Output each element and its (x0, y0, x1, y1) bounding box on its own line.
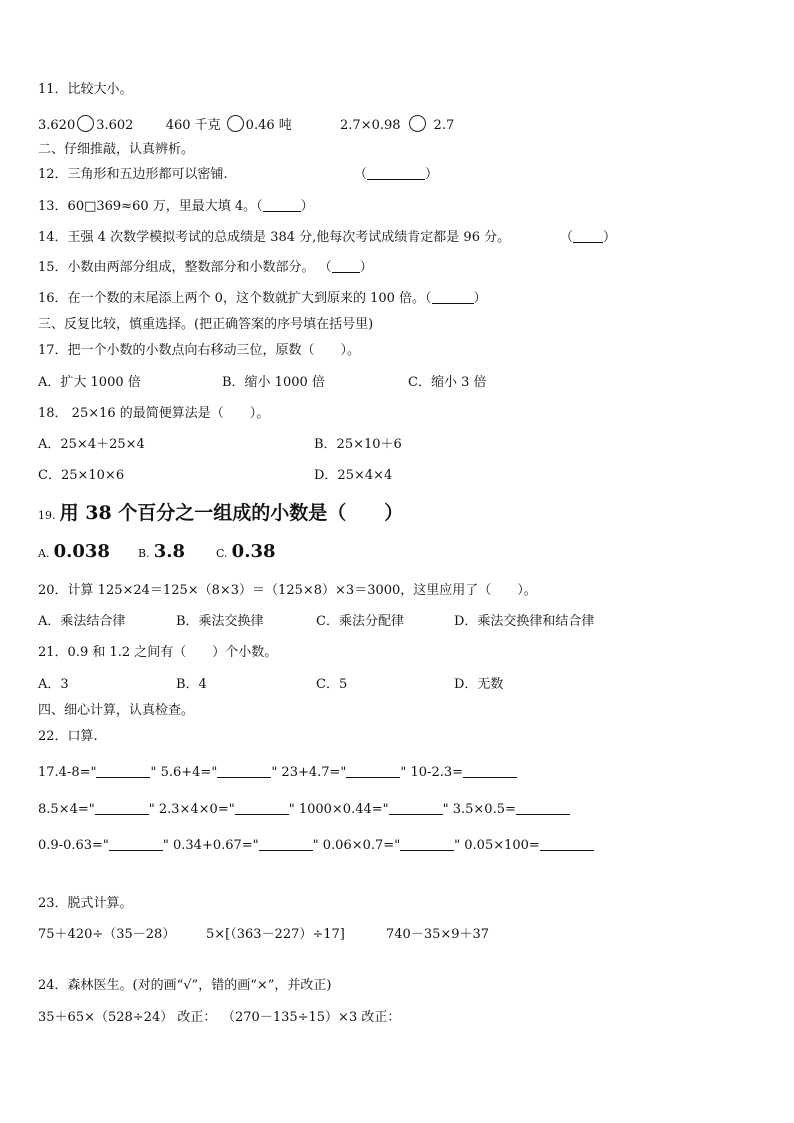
section-3-heading: 三、反复比较，慎重选择。(把正确答案的序号填在括号里) (38, 317, 374, 332)
q21-text: 21．0.9 和 1.2 之间有（ ）个小数。 (38, 645, 278, 660)
answer-blank[interactable] (432, 303, 474, 304)
q11-b-right: 0.46 吨 (245, 118, 292, 133)
q14-answer[interactable] (560, 230, 616, 246)
q22-title: 22．口算. (38, 729, 98, 744)
paren-right: ） (425, 167, 439, 182)
option-value: 0.38 (231, 541, 276, 562)
oral-item: " 1000×0.44=" (288, 802, 389, 817)
paren-left: （ (354, 167, 368, 182)
q18-option-b[interactable]: B．25×10＋6 (314, 437, 402, 452)
answer-blank[interactable] (96, 777, 150, 778)
oral-item: 8.5×4=" (38, 802, 95, 817)
q18-option-a[interactable]: A．25×4＋25×4 (38, 437, 145, 452)
q11-title: 11．比较大小。 (38, 82, 133, 97)
q23-item-3: 740－35×9＋37 (386, 927, 490, 942)
q17-option-c[interactable]: C．缩小 3 倍 (408, 375, 487, 390)
answer-blank[interactable] (400, 850, 454, 851)
q19-option-b[interactable] (138, 541, 186, 562)
oral-item: " 3.5×0.5= (442, 802, 516, 817)
oral-item: " 2.3×4×0=" (148, 802, 235, 817)
q11-a-left: 3.620 (38, 118, 76, 133)
q22-row-1 (38, 765, 517, 781)
q11-c-right: 2.7 (433, 118, 455, 133)
q21-option-b[interactable]: B．4 (176, 677, 207, 692)
q17-option-a[interactable]: A．扩大 1000 倍 (38, 375, 141, 390)
answer-blank[interactable] (259, 850, 313, 851)
answer-blank[interactable] (217, 777, 271, 778)
option-label: A. (38, 547, 50, 560)
q18-option-d[interactable]: D．25×4×4 (314, 468, 393, 483)
oral-item: 0.9-0.63=" (38, 838, 109, 853)
option-value: 0.038 (53, 541, 110, 562)
option-label: B. (138, 547, 150, 560)
q19-line (38, 501, 403, 525)
oral-item: " 0.05×100= (454, 838, 540, 853)
q15-line (38, 260, 373, 276)
q12-answer[interactable] (354, 167, 438, 183)
answer-blank[interactable] (346, 777, 400, 778)
q20-text: 20．计算 125×24＝125×（8×3）＝（125×8）×3＝3000，这里应用了（ ）。 (38, 583, 537, 598)
q16-line (38, 291, 487, 307)
answer-blank[interactable] (540, 850, 594, 851)
q24-item-1: 35＋65×（528÷24） 改正： (38, 1010, 217, 1025)
answer-blank[interactable] (463, 777, 517, 778)
q19-text: 用 38 个百分之一组成的小数是（ ） (59, 502, 404, 524)
compare-circle-1[interactable] (77, 115, 94, 132)
q23-item-2: 5×[（363－227）÷17] (206, 927, 345, 942)
oral-item: " 10-2.3= (400, 765, 464, 780)
q23-title: 23．脱式计算。 (38, 896, 133, 911)
q22-row-3 (38, 838, 594, 854)
paren-left: （ (560, 230, 574, 245)
q21-option-d[interactable]: D．无数 (454, 677, 504, 692)
answer-blank[interactable] (95, 814, 149, 815)
q24-title: 24．森林医生。(对的画“√”，错的画“×”，并改正) (38, 978, 332, 993)
q20-option-d[interactable]: D．乘法交换律和结合律 (454, 614, 595, 629)
q18-option-c[interactable]: C．25×10×6 (38, 468, 125, 483)
paren-right: ） (603, 230, 617, 245)
answer-blank[interactable] (516, 814, 570, 815)
q24-item-2: （270－135÷15）×3 改正： (222, 1010, 401, 1025)
q17-option-b[interactable]: B．缩小 1000 倍 (222, 375, 325, 390)
oral-item: " 23+4.7=" (271, 765, 347, 780)
answer-blank[interactable] (389, 814, 443, 815)
q19-option-a[interactable] (38, 541, 110, 562)
oral-item: " 0.34+0.67=" (162, 838, 259, 853)
q20-option-b[interactable]: B．乘法交换律 (176, 614, 264, 629)
q19-number: 19. (38, 509, 56, 522)
q21-option-c[interactable]: C．5 (316, 677, 348, 692)
option-label: C. (216, 547, 228, 560)
section-2-heading: 二、仔细推敲，认真辨析。 (38, 142, 195, 157)
oral-item: 17.4-8=" (38, 765, 97, 780)
q20-option-a[interactable]: A．乘法结合律 (38, 614, 126, 629)
q11-a-right: 3.602 (96, 118, 134, 133)
q19-option-c[interactable] (216, 541, 276, 562)
paren-right: ） (473, 291, 487, 306)
q23-item-1: 75＋420÷（35－28） (38, 927, 176, 942)
answer-blank[interactable] (109, 850, 163, 851)
q15-text: 15．小数由两部分组成，整数部分和小数部分。 （ (38, 260, 332, 275)
q13-line (38, 199, 314, 215)
option-value: 3.8 (153, 541, 186, 562)
paren-right: ） (359, 260, 373, 275)
answer-blank[interactable] (235, 814, 289, 815)
q16-text: 16．在一个数的末尾添上两个 0，这个数就扩大到原来的 100 倍。（ (38, 291, 432, 306)
q17-text: 17．把一个小数的小数点向右移动三位，原数（ ）。 (38, 343, 361, 358)
q14-text: 14．王强 4 次数学模拟考试的总成绩是 384 分,他每次考试成绩肯定都是 96 分。 (38, 230, 511, 245)
answer-blank[interactable] (332, 272, 360, 273)
answer-blank[interactable] (263, 211, 301, 212)
paren-right: ） (300, 199, 314, 214)
q11-row (38, 115, 454, 134)
q11-c-left: 2.7×0.98 (340, 118, 401, 133)
q13-text: 13．60□369≈60 万，里最大填 4。（ (38, 199, 263, 214)
q21-option-a[interactable]: A．3 (38, 677, 69, 692)
section-4-heading: 四、细心计算，认真检查。 (38, 703, 195, 718)
oral-item: " 5.6+4=" (150, 765, 218, 780)
q11-b-left: 460 千克 (165, 118, 221, 133)
oral-item: " 0.06×0.7=" (312, 838, 401, 853)
compare-circle-3[interactable] (409, 115, 426, 132)
q22-row-2 (38, 802, 570, 818)
compare-circle-2[interactable] (227, 115, 244, 132)
q18-text: 18． 25×16 的最简便算法是（ ）。 (38, 406, 270, 421)
answer-blank[interactable] (367, 179, 425, 180)
answer-blank[interactable] (573, 242, 603, 243)
q20-option-c[interactable]: C．乘法分配律 (316, 614, 404, 629)
q12-text: 12．三角形和五边形都可以密铺. (38, 167, 228, 182)
